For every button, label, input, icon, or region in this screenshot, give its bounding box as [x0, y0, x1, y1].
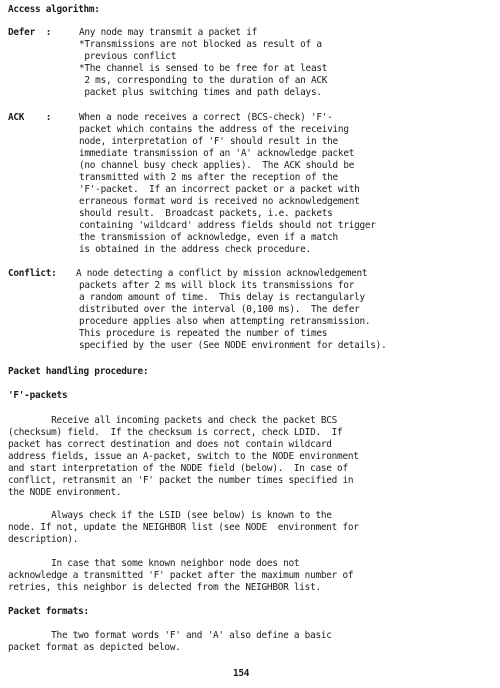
- conflict-line: procedure applies also when attempting retransmission.: [79, 316, 371, 327]
- conflict-label: Conflict:: [8, 268, 57, 279]
- defer-line: *Transmissions are not blocked as result of a: [79, 39, 322, 50]
- ack-line: should result. Broadcast packets, i.e. packets: [79, 208, 333, 219]
- f-packets-heading: 'F'-packets: [8, 390, 68, 401]
- paragraph-line: In case that some known neighbor node does not: [8, 558, 300, 569]
- paragraph-line: and start interpretation of the NODE field (below). In case of: [8, 463, 348, 474]
- conflict-line: a random amount of time. This delay is rectangularly: [79, 292, 365, 303]
- ack-line: packet which contains the address of the receiving: [79, 124, 349, 135]
- paragraph-line: address fields, issue an A-packet, switch to the NODE environment: [8, 451, 359, 462]
- paragraph-line: The two format words 'F' and 'A' also define a basic: [8, 630, 332, 641]
- ack-line: 'F'-packet. If an incorrect packet or a packet with: [79, 184, 360, 195]
- ack-line: is obtained in the address check procedure.: [79, 244, 311, 255]
- access-algorithm-heading: Access algorithm:: [8, 4, 100, 15]
- ack-label: ACK :: [8, 112, 52, 123]
- paragraph-line: packet format as depicted below.: [8, 642, 181, 653]
- conflict-line: distributed over the interval (0,100 ms). The defer: [79, 304, 360, 315]
- paragraph-line: node. If not, update the NEIGHBOR list (see NODE environment for: [8, 522, 359, 533]
- ack-line: (no channel busy check applies). The ACK should be: [79, 160, 355, 171]
- ack-line: transmitted with 2 ms after the reception of the: [79, 172, 338, 183]
- defer-label: Defer :: [8, 27, 52, 38]
- paragraph-line: retries, this neighbor is delected from the NEIGHBOR list.: [8, 582, 321, 593]
- defer-line: *The channel is sensed to be free for at least: [79, 63, 328, 74]
- packet-handling-heading: Packet handling procedure:: [8, 366, 149, 377]
- ack-line: immediate transmission of an 'A' acknowledge packet: [79, 148, 355, 159]
- page-number: 154: [233, 668, 250, 679]
- conflict-line: packets after 2 ms will block its transmissions for: [79, 280, 355, 291]
- packet-formats-heading: Packet formats:: [8, 606, 89, 617]
- paragraph-line: (checksum) field. If the checksum is correct, check LDID. If: [8, 427, 343, 438]
- conflict-line: specified by the user (See NODE environment for details).: [79, 340, 387, 351]
- paragraph-line: Always check if the LSID (see below) is known to the: [8, 510, 332, 521]
- ack-line: node, interpretation of 'F' should result in the: [79, 136, 338, 147]
- ack-line: containing 'wildcard' address fields should not trigger: [79, 220, 376, 231]
- ack-line: When a node receives a correct (BCS-check) 'F'-: [79, 112, 333, 123]
- conflict-line: A node detecting a conflict by mission acknowledgement: [76, 268, 368, 279]
- defer-line: previous conflict: [79, 51, 177, 62]
- paragraph-line: the NODE environment.: [8, 487, 122, 498]
- ack-line: erraneous format word is received no acknowledgement: [79, 196, 360, 207]
- paragraph-line: description).: [8, 534, 79, 545]
- paragraph-line: acknowledge a transmitted 'F' packet after the maximum number of: [8, 570, 354, 581]
- defer-line: packet plus switching times and path delays.: [79, 87, 322, 98]
- ack-line: the transmission of acknowledge, even if a match: [79, 232, 338, 243]
- paragraph-line: conflict, retransmit an 'F' packet the number times specified in: [8, 475, 354, 486]
- conflict-line: This procedure is repeated the number of times: [79, 328, 328, 339]
- paragraph-line: Receive all incoming packets and check the packet BCS: [8, 415, 338, 426]
- defer-line: Any node may transmit a packet if: [79, 27, 258, 38]
- defer-line: 2 ms, corresponding to the duration of an ACK: [79, 75, 328, 86]
- paragraph-line: packet has correct destination and does not contain wildcard: [8, 439, 332, 450]
